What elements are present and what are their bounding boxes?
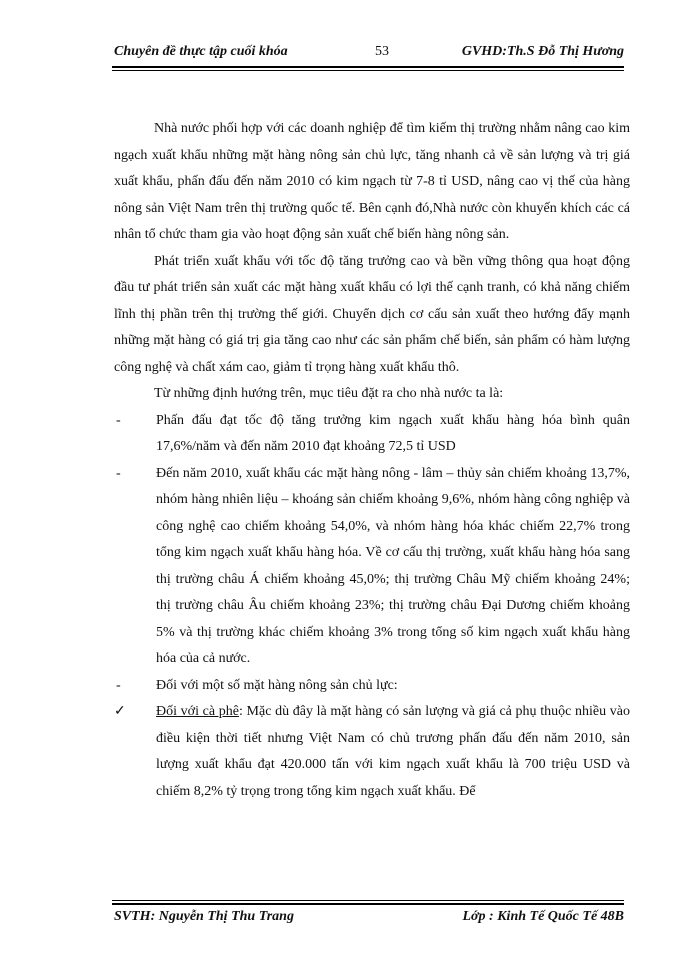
dash-item-text: Phấn đấu đạt tốc độ tăng trưởng kim ngạch xuất khẩu hàng hóa bình quân 17,6%/năm và đến năm 2010 đạt khoảng 72,5 tỉ USD (156, 412, 630, 454)
dash-list-item (114, 408, 630, 461)
footer-class-name: Lớp : Kinh Tế Quốc Tế 48B (462, 909, 624, 924)
page-footer (112, 905, 624, 931)
page-body (114, 116, 630, 805)
header-supervisor: GVHD:Th.S Đỗ Thị Hương (461, 44, 624, 59)
dash-item-text: Đối với một số mặt hàng nông sản chủ lực: (156, 677, 398, 693)
paragraph: Từ những định hướng trên, mục tiêu đặt ra cho nhà nước ta là: (154, 386, 504, 401)
footer-rule-thin (112, 900, 624, 901)
check-item-heading: Đối với cà phê (156, 704, 239, 719)
check-item-text: : Mặc dù đây là mặt hàng có sản lượng và giá cả phụ thuộc nhiều vào điều kiện thời tiết nhưng Việt Nam có chủ trương phấn đấu đến năm 2010, sản lượng xuất khẩu đạt 420.000 tấn với kim ngạch xuất khẩu là 700 triệu USD và chiếm 8,2% tỷ trọng trong tổng kim ngạch xuất khẩu. Để (156, 704, 630, 799)
dash-marker: - (116, 677, 121, 693)
dash-marker: - (116, 465, 121, 481)
header-rule-thin (112, 70, 624, 71)
dash-list-item (114, 673, 630, 700)
dash-list-item (114, 461, 630, 673)
footer-student-name: SVTH: Nguyễn Thị Thu Trang (114, 909, 294, 924)
checkmark-icon: ✓ (114, 704, 126, 719)
dash-item-text: Đến năm 2010, xuất khẩu các mặt hàng nông - lâm – thủy sản chiếm khoảng 13,7%, nhóm hàng nhiên liệu – khoáng sản chiếm khoảng 9,6%, nhóm hàng công nghiệp và công nghệ cao chiếm khoảng 54,0%, và nhóm hàng hóa khác chiếm 22,7% trong tổng kim ngạch xuất khẩu hàng hóa. Về cơ cấu thị trường, xuất khẩu hàng hóa sang thị trường châu Á chiếm khoảng 45,0%; thị trường Châu Mỹ chiếm khoảng 24%; thị trường châu Âu chiếm khoảng 23%; thị trường châu Đại Dương chiếm khoảng 5% và thị trường khác chiếm khoảng 3% trong tổng số kim ngạch xuất khẩu hàng hóa của cả nước. (156, 465, 630, 666)
header-rule-thick (112, 66, 624, 68)
paragraph: Phát triển xuất khẩu với tốc độ tăng trưởng cao và bền vững thông qua hoạt động đầu tư phát triển sản xuất các mặt hàng xuất khẩu có lợi thế cạnh tranh, có khả năng chiếm lĩnh thị phần trên thị trường thế giới. Chuyển dịch cơ cấu sản xuất theo hướng đẩy mạnh những mặt hàng có giá trị gia tăng cao như các sản phẩm chế biến, sản phẩm có hàm lượng công nghệ và chất xám cao, giảm tỉ trọng hàng xuất khẩu thô. (114, 253, 630, 375)
checkmark-list-item (114, 699, 630, 805)
header-document-title: Chuyên đề thực tập cuối khóa (114, 44, 288, 59)
page-header (112, 40, 624, 66)
page-number: 53 (375, 44, 389, 59)
dash-marker: - (116, 412, 121, 428)
paragraph: Nhà nước phối hợp với các doanh nghiệp để tìm kiếm thị trường nhằm nâng cao kim ngạch xuất khẩu những mặt hàng nông sản chủ lực, tăng nhanh cả về sản lượng và trị giá xuất khẩu, phấn đấu đến năm 2010 có kim ngạch từ 7-8 tỉ USD, nâng cao vị thế của hàng nông sản Việt Nam trên thị trường quốc tế. Bên cạnh đó,Nhà nước còn khuyến khích các cá nhân tổ chức tham gia vào hoạt động sản xuất chế biến hàng nông sản. (114, 121, 630, 242)
